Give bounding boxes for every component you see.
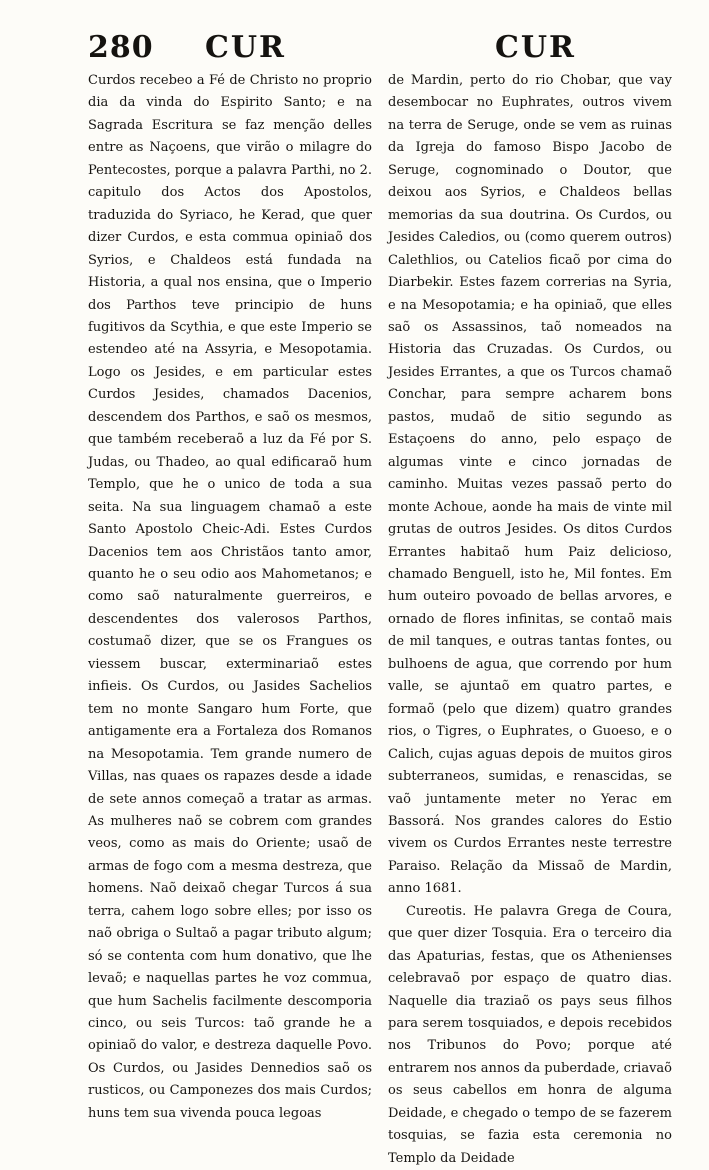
- running-head-left: CUR: [205, 30, 286, 65]
- right-column: [388, 70, 672, 1170]
- left-column: [88, 70, 372, 1125]
- page-header: [0, 30, 709, 70]
- left-column-text: Curdos recebeo a Fé de Christo no proprio dia da vinda do Espirito Santo; e na Sagrada Escritura se faz menção delles entre as Naçoens, que virão o milagre do Pentecostes, porque a palavra Parthi, no 2. capitulo dos Actos dos Apostolos, traduzida do Syriaco, he Kerad, que quer dizer Curdos, e esta commua opiniaõ dos Syrios, e Chaldeos está fundada na Historia, a qual nos ensina, que o Imperio dos Parthos teve principio de huns fugitivos da Scythia, e que este Imperio se estendeo até na Assyria, e Mesopotamia. Logo os Jesides, e em particular estes Curdos Jesides, chamados Dacenios, descendem dos Parthos, e saõ os mesmos, que também receberaõ a luz da Fé por S. Judas, ou Thadeo, ao qual edificaraõ hum Templo, que he o unico de toda a sua seita. Na sua linguagem chamaõ a este Santo Apostolo Cheic-Adi. Estes Curdos Dacenios tem aos Christãos tanto amor, quanto he o seu odio aos Mahometanos; e como saõ naturalmente guerreiros, e descendentes dos valerosos Parthos, costumaõ dizer, que se os Frangues os viessem buscar, exterminariaõ estes infieis. Os Curdos, ou Jasides Sachelios tem no monte Sangaro hum Forte, que antigamente era a Fortaleza dos Romanos na Mesopotamia. Tem grande numero de Villas, nas quaes os rapazes desde a idade de sete annos começaõ a tratar as armas. As mulheres naõ se cobrem com grandes veos, como as mais do Oriente; usaõ de armas de fogo com a mesma destreza, que homens. Naõ deixaõ chegar Turcos á sua terra, cahem logo sobre elles; por isso os naõ obriga o Sultaõ a pagar tributo algum; só se contenta com hum donativo, que lhe levaõ; e naquellas partes he voz commua, que hum Sachelis facilmente descomporia cinco, ou seis Turcos: taõ grande he a opiniaõ do valor, e destreza daquelle Povo. Os Curdos, ou Jasides Dennedios saõ os rusticos, ou Camponezes dos mais Curdos; huns tem sua vivenda pouca legoas: [88, 73, 372, 1121]
- running-head-right: CUR: [495, 30, 576, 65]
- paragraph-curdos-continued: de Mardin, perto do rio Chobar, que vay desembocar no Euphrates, outros vivem na terra de Seruge, onde se vem as ruinas da Igreja do famoso Bispo Jacobo de Seruge, cognominado o Doutor, que deixou aos Syrios, e Chaldeos bellas memorias da sua doutrina. Os Curdos, ou Jesides Caledios, ou (como querem outros) Calethlios, ou Catelios ficaõ por cima do Diarbekir. Estes fazem correrias na Syria, e na Mesopotamia; e ha opiniaõ, que elles saõ os Assassinos, taõ nomeados na Historia das Cruzadas. Os Curdos, ou Jesides Errantes, a que os Turcos chamaõ Conchar, para sempre acharem bons pastos, mudaõ de sitio segundo as Estaçoens do anno, pelo espaço de algumas vinte e cinco jornadas de caminho. Muitas vezes passaõ perto do monte Achoue, aonde ha mais de vinte mil grutas de outros Jesides. Os ditos Curdos Errantes habitaõ hum Paiz delicioso, chamado Benguell, isto he, Mil fontes. Em hum outeiro povoado de bellas arvores, e ornado de flores infinitas, se contaõ mais de mil tanques, e outras tantas fontes, ou bulhoens de agua, que correndo por hum valle, se ajuntaõ em quatro partes, e formaõ (pelo que dizem) quatro grandes rios, o Tigres, o Euphrates, o Guoeso, e o Calich, cujas aguas depois de muitos giros subterraneos, sumidas, e renascidas, se vaõ juntamente meter no Yerac em Bassorá. Nos grandes calores do Estio vivem os Curdos Errantes neste terrestre Paraiso. Relação da Missaõ de Mardin, anno 1681.: [388, 73, 672, 897]
- paragraph-cureotis: Cureotis. He palavra Grega de Coura, que quer dizer Tosquia. Era o terceiro dia das Apaturias, festas, que os Athenienses celebravaõ por espaço de quatro dias. Naquelle dia traziaõ os pays seus filhos para serem tosquiados, e depois recebidos nos Tribunos do Povo; porque até entrarem nos annos da puberdade, criavaõ os seus cabellos em honra de alguma Deidade, e chegado o tempo de se fazerem tosquias, se fazia esta ceremonia no Templo da Deidade: [388, 903, 672, 1166]
- page-number: 280: [88, 30, 154, 65]
